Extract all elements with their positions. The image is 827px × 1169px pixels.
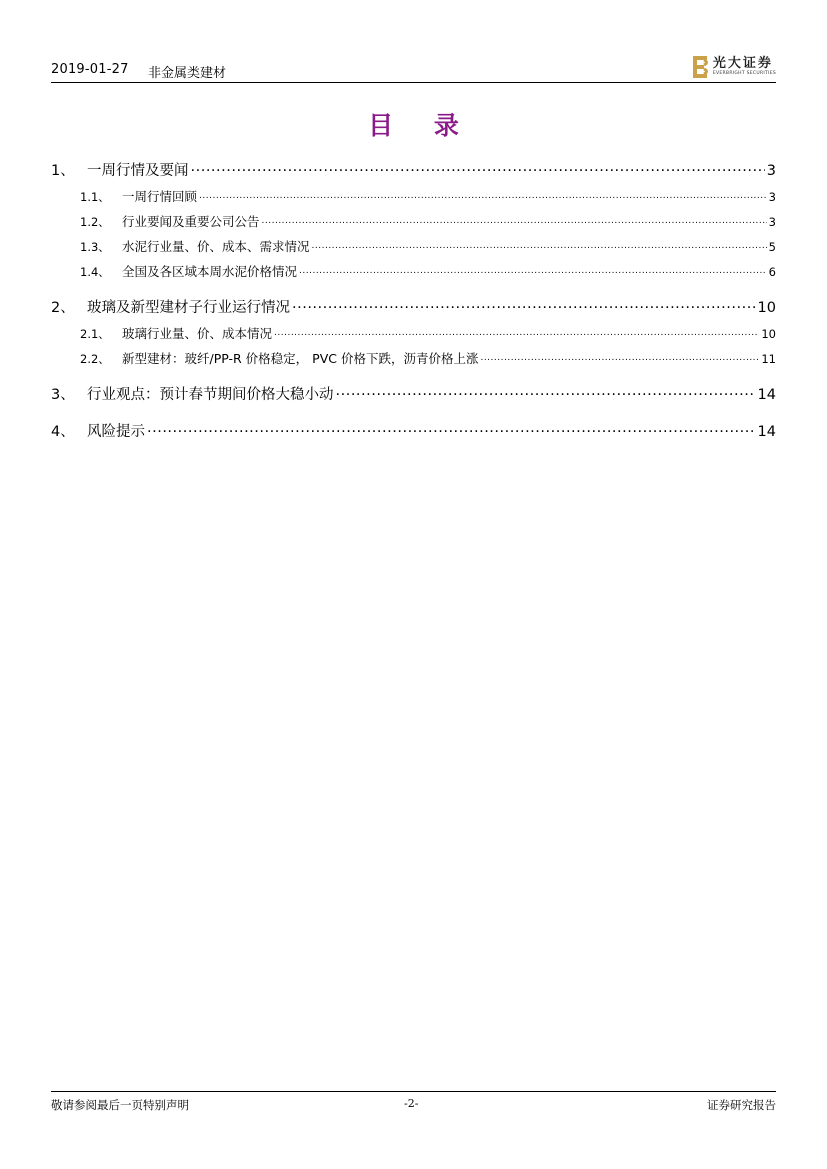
toc-entry[interactable]: [80, 212, 776, 230]
toc-entry-number: 1、: [51, 163, 75, 179]
header-divider: [51, 82, 776, 83]
page-footer: [51, 1097, 776, 1117]
company-logo: [693, 56, 776, 78]
toc-entry-label: 水泥行业量、价、成本、需求情况: [122, 239, 310, 254]
toc-entry-label: 行业观点：预计春节期间价格大稳小动: [87, 387, 334, 403]
toc-entry[interactable]: [80, 187, 776, 205]
toc-dot-leader: [292, 298, 756, 313]
toc-entry-label: 新型建材：玻纤/PP-R 价格稳定， PVC 价格下跌，沥青价格上涨: [122, 351, 479, 366]
toc-entry[interactable]: [51, 159, 776, 180]
toc-dot-leader: [299, 264, 767, 277]
toc-entry-page: 14: [757, 424, 776, 440]
toc-dot-leader: [274, 326, 759, 339]
toc-dot-leader: [480, 351, 759, 364]
toc-entry-label: 全国及各区域本周水泥价格情况: [122, 264, 298, 279]
toc-entry[interactable]: [80, 237, 776, 255]
toc-entry-number: 3、: [51, 387, 75, 403]
toc-entry-label: 玻璃行业量、价、成本情况: [122, 326, 273, 341]
toc-dot-leader: [199, 189, 767, 202]
toc-entry-label: 一周行情回顾: [122, 189, 198, 204]
toc-entry[interactable]: [51, 383, 776, 404]
toc-entry-page: 10: [757, 300, 776, 316]
toc-entry-page: 3: [766, 163, 776, 179]
toc-dot-leader: [336, 385, 756, 400]
footer-report-type: 证券研究报告: [707, 1098, 776, 1112]
toc-entry-page: 10: [761, 327, 776, 341]
footer-page-number: -2-: [404, 1097, 419, 1110]
toc-dot-leader: [262, 214, 767, 227]
toc-entry-number: 1.1、: [80, 190, 110, 204]
toc-entry-number: 4、: [51, 424, 75, 440]
toc-entry[interactable]: [80, 349, 776, 367]
report-category: 非金属类建材: [148, 66, 227, 81]
toc-entry[interactable]: [51, 296, 776, 317]
toc-entry[interactable]: [51, 420, 776, 441]
logo-chinese-name: 光大证券: [712, 56, 773, 72]
toc-entry-page: 11: [761, 352, 776, 366]
page-header: [51, 56, 776, 82]
toc-dot-leader: [312, 239, 767, 252]
toc-entry-label: 玻璃及新型建材子行业运行情况: [87, 300, 290, 316]
toc-entry-page: 14: [757, 387, 776, 403]
toc-entry-number: 1.3、: [80, 240, 110, 254]
toc-entry-number: 1.2、: [80, 215, 110, 229]
toc-entry-label: 一周行情及要闻: [87, 163, 189, 179]
toc-entry-number: 2、: [51, 300, 75, 316]
toc-dot-leader: [191, 161, 765, 176]
logo-english-name: EVERBRIGHT SECURITIES: [712, 71, 776, 77]
footer-divider: [51, 1091, 776, 1092]
toc-entry-number: 1.4、: [80, 265, 110, 279]
toc-entry[interactable]: [80, 262, 776, 280]
toc-entry-page: 3: [768, 215, 776, 229]
toc-entry-label: 行业要闻及重要公司公告: [122, 214, 260, 229]
toc-entry-number: 2.1、: [80, 327, 110, 341]
toc-title: 目 录: [368, 111, 475, 140]
toc-entry-page: 6: [768, 265, 776, 279]
report-date: 2019-01-27: [51, 62, 129, 77]
everbright-logo-icon: [693, 56, 709, 78]
toc-entry-page: 5: [768, 240, 776, 254]
toc-dot-leader: [147, 422, 756, 437]
toc-entry-number: 2.2、: [80, 352, 110, 366]
toc-entry[interactable]: [80, 324, 776, 342]
toc-entry-page: 3: [768, 190, 776, 204]
footer-disclaimer: 敬请参阅最后一页特别声明: [51, 1098, 189, 1112]
toc-entry-label: 风险提示: [87, 424, 145, 440]
